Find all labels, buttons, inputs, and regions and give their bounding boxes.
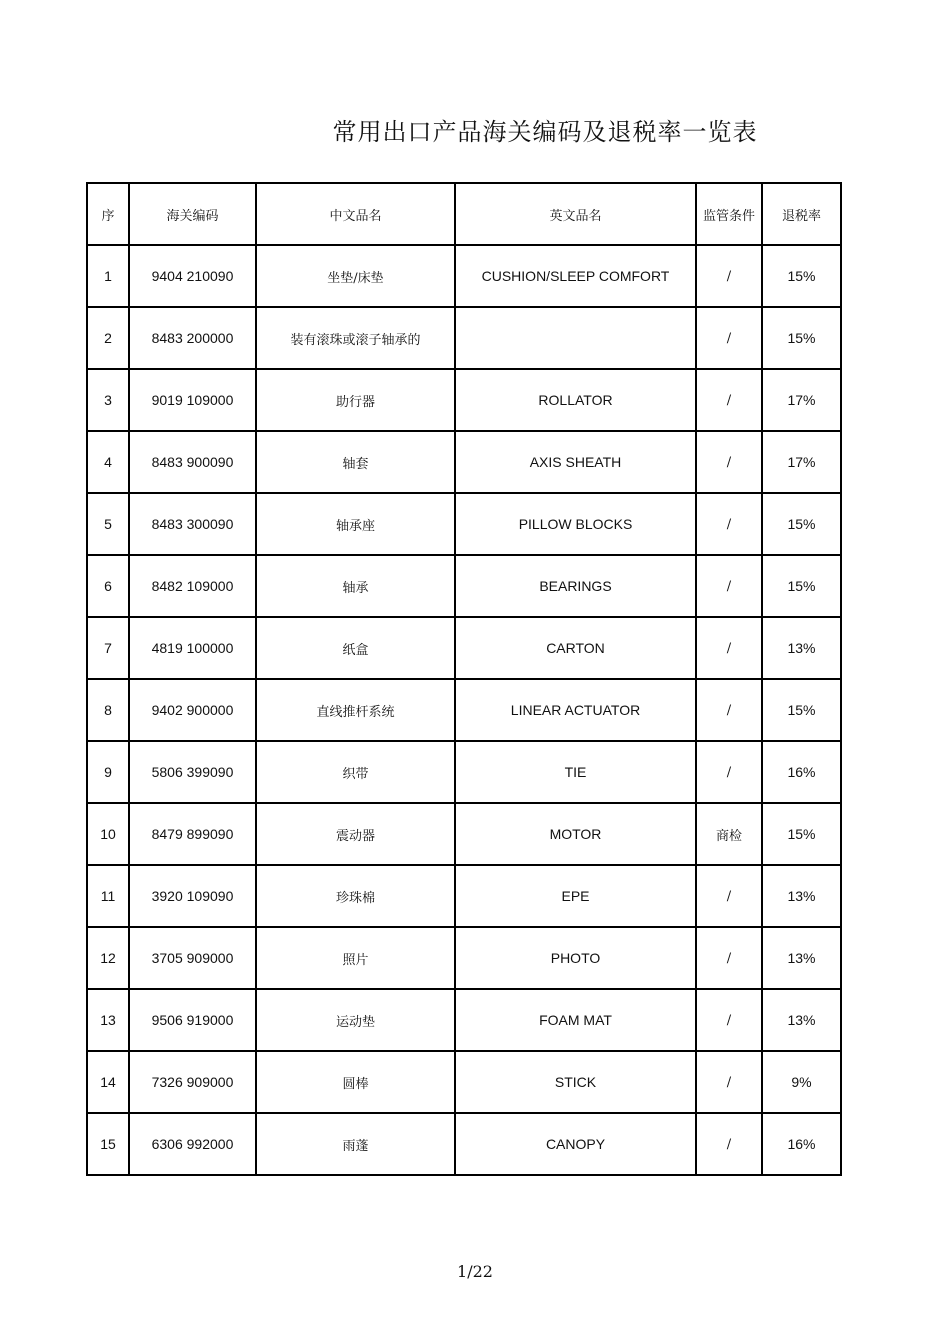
- cell-en-name: EPE: [455, 865, 696, 927]
- table-row: [87, 679, 841, 741]
- table-row: [87, 1113, 841, 1175]
- cell-en-name: PHOTO: [455, 927, 696, 989]
- cell-rebate: 13%: [762, 865, 841, 927]
- cell-supervision: /: [696, 741, 762, 803]
- cell-supervision: /: [696, 555, 762, 617]
- cell-cn-name: 直线推杆系统: [256, 679, 455, 741]
- header-cn-name: 中文品名: [256, 183, 455, 245]
- cell-cn-name: 轴承座: [256, 493, 455, 555]
- table-row: [87, 245, 841, 307]
- cell-hs-code: 8483 300090: [129, 493, 256, 555]
- cell-rebate: 13%: [762, 617, 841, 679]
- hs-code-table: [86, 182, 842, 1176]
- cell-seq: 5: [87, 493, 129, 555]
- table-row: [87, 555, 841, 617]
- cell-supervision: /: [696, 989, 762, 1051]
- cell-hs-code: 7326 909000: [129, 1051, 256, 1113]
- cell-rebate: 16%: [762, 1113, 841, 1175]
- cell-supervision: /: [696, 1113, 762, 1175]
- cell-supervision: /: [696, 617, 762, 679]
- cell-supervision: /: [696, 431, 762, 493]
- cell-cn-name: 坐垫/床垫: [256, 245, 455, 307]
- cell-seq: 10: [87, 803, 129, 865]
- cell-seq: 6: [87, 555, 129, 617]
- cell-cn-name: 织带: [256, 741, 455, 803]
- table-row: [87, 369, 841, 431]
- cell-en-name: LINEAR ACTUATOR: [455, 679, 696, 741]
- cell-rebate: 17%: [762, 431, 841, 493]
- cell-en-name: CANOPY: [455, 1113, 696, 1175]
- cell-cn-name: 照片: [256, 927, 455, 989]
- page-title: 常用出口产品海关编码及退税率一览表: [332, 118, 758, 146]
- cell-hs-code: 3705 909000: [129, 927, 256, 989]
- cell-rebate: 15%: [762, 679, 841, 741]
- cell-seq: 7: [87, 617, 129, 679]
- cell-seq: 13: [87, 989, 129, 1051]
- header-supervision: 监管条件: [696, 183, 762, 245]
- header-seq: 序: [87, 183, 129, 245]
- cell-hs-code: 6306 992000: [129, 1113, 256, 1175]
- cell-rebate: 15%: [762, 493, 841, 555]
- cell-supervision: /: [696, 307, 762, 369]
- cell-en-name: [455, 307, 696, 369]
- cell-hs-code: 9506 919000: [129, 989, 256, 1051]
- cell-cn-name: 纸盒: [256, 617, 455, 679]
- cell-supervision: /: [696, 865, 762, 927]
- cell-hs-code: 9019 109000: [129, 369, 256, 431]
- cell-hs-code: 5806 399090: [129, 741, 256, 803]
- cell-en-name: AXIS SHEATH: [455, 431, 696, 493]
- cell-hs-code: 9402 900000: [129, 679, 256, 741]
- table-row: [87, 865, 841, 927]
- cell-supervision: /: [696, 369, 762, 431]
- cell-seq: 14: [87, 1051, 129, 1113]
- cell-seq: 3: [87, 369, 129, 431]
- cell-en-name: FOAM MAT: [455, 989, 696, 1051]
- cell-cn-name: 圆棒: [256, 1051, 455, 1113]
- cell-rebate: 15%: [762, 307, 841, 369]
- cell-hs-code: 8479 899090: [129, 803, 256, 865]
- cell-hs-code: 3920 109090: [129, 865, 256, 927]
- cell-supervision: /: [696, 1051, 762, 1113]
- cell-rebate: 15%: [762, 803, 841, 865]
- cell-cn-name: 运动垫: [256, 989, 455, 1051]
- table-header-row: [87, 183, 841, 245]
- cell-rebate: 15%: [762, 245, 841, 307]
- cell-seq: 1: [87, 245, 129, 307]
- cell-hs-code: 8483 900090: [129, 431, 256, 493]
- table-row: [87, 741, 841, 803]
- cell-rebate: 13%: [762, 989, 841, 1051]
- cell-seq: 11: [87, 865, 129, 927]
- cell-en-name: BEARINGS: [455, 555, 696, 617]
- table-row: [87, 1051, 841, 1113]
- cell-hs-code: 4819 100000: [129, 617, 256, 679]
- cell-rebate: 16%: [762, 741, 841, 803]
- cell-rebate: 9%: [762, 1051, 841, 1113]
- cell-supervision: /: [696, 245, 762, 307]
- header-en-name: 英文品名: [455, 183, 696, 245]
- table-row: [87, 803, 841, 865]
- page-number: 1/22: [457, 1262, 493, 1281]
- cell-en-name: STICK: [455, 1051, 696, 1113]
- cell-cn-name: 震动器: [256, 803, 455, 865]
- table-row: [87, 927, 841, 989]
- cell-supervision: /: [696, 679, 762, 741]
- cell-en-name: ROLLATOR: [455, 369, 696, 431]
- cell-hs-code: 8483 200000: [129, 307, 256, 369]
- cell-supervision: /: [696, 493, 762, 555]
- cell-supervision: /: [696, 927, 762, 989]
- cell-hs-code: 8482 109000: [129, 555, 256, 617]
- cell-seq: 2: [87, 307, 129, 369]
- table-row: [87, 307, 841, 369]
- cell-en-name: MOTOR: [455, 803, 696, 865]
- cell-cn-name: 轴套: [256, 431, 455, 493]
- cell-rebate: 15%: [762, 555, 841, 617]
- cell-seq: 15: [87, 1113, 129, 1175]
- header-rebate: 退税率: [762, 183, 841, 245]
- cell-seq: 9: [87, 741, 129, 803]
- table-row: [87, 989, 841, 1051]
- cell-rebate: 13%: [762, 927, 841, 989]
- cell-seq: 12: [87, 927, 129, 989]
- cell-rebate: 17%: [762, 369, 841, 431]
- cell-cn-name: 装有滚珠或滚子轴承的: [256, 307, 455, 369]
- cell-cn-name: 轴承: [256, 555, 455, 617]
- header-hs-code: 海关编码: [129, 183, 256, 245]
- cell-en-name: CUSHION/SLEEP COMFORT: [455, 245, 696, 307]
- table-row: [87, 617, 841, 679]
- cell-en-name: CARTON: [455, 617, 696, 679]
- cell-cn-name: 雨蓬: [256, 1113, 455, 1175]
- cell-seq: 4: [87, 431, 129, 493]
- cell-hs-code: 9404 210090: [129, 245, 256, 307]
- cell-en-name: PILLOW BLOCKS: [455, 493, 696, 555]
- cell-seq: 8: [87, 679, 129, 741]
- cell-supervision: 商检: [696, 803, 762, 865]
- table-row: [87, 493, 841, 555]
- table-row: [87, 431, 841, 493]
- cell-cn-name: 珍珠棉: [256, 865, 455, 927]
- cell-en-name: TIE: [455, 741, 696, 803]
- cell-cn-name: 助行器: [256, 369, 455, 431]
